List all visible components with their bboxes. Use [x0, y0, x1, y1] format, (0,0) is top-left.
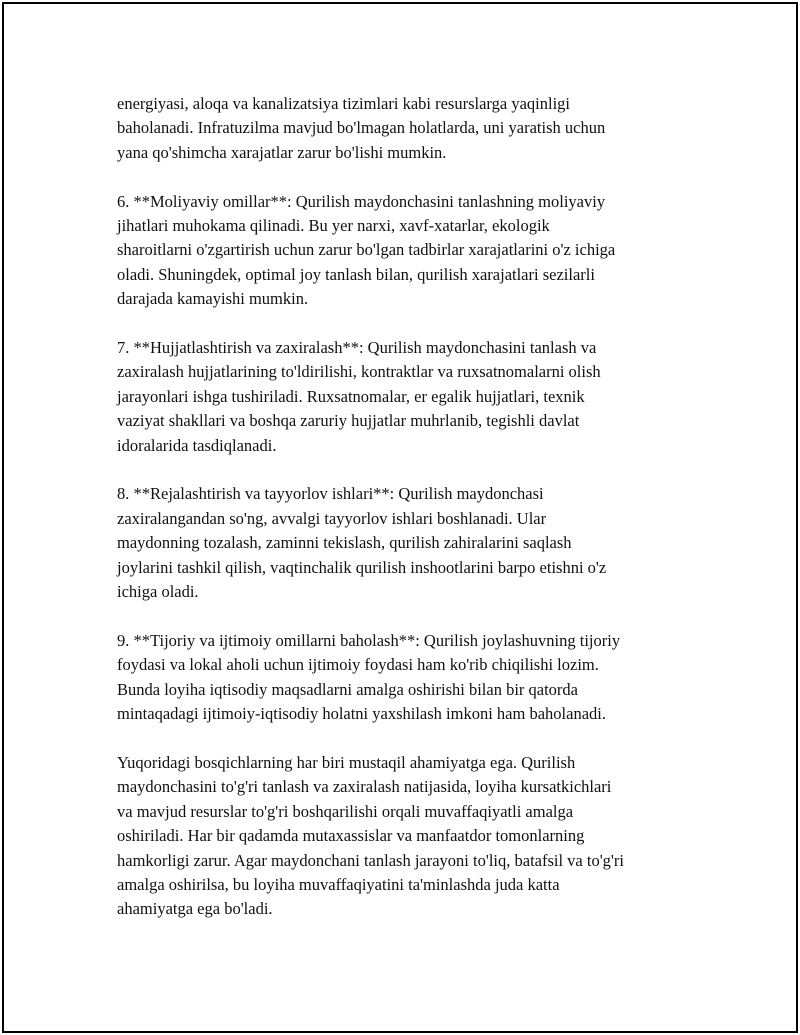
text-line: amalga oshirilsa, bu loyiha muvaffaqiyatini ta'minlashda juda katta [117, 874, 560, 894]
text-line: idoralarida tasdiqlanadi. [117, 435, 277, 455]
text-line: Bunda loyiha iqtisodiy maqsadlarni amalga oshirishi bilan bir qatorda [117, 679, 578, 699]
text-line: energiyasi, aloqa va kanalizatsiya tizimlari kabi resurslarga yaqinligi [117, 94, 570, 113]
text-line: baholanadi. Infratuzilma mavjud bo'lmagan holatlarda, uni yaratish uchun [117, 118, 606, 138]
text-line: ichiga oladi. [117, 582, 199, 602]
text-line: zaxiralangandan so'ng, avvalgi tayyorlov ishlari boshlanadi. Ular [117, 508, 547, 528]
text-line: jihatlari muhokama qilinadi. Bu yer narxi, xavf-xatarlar, ekologik [117, 216, 550, 236]
text-line: mintaqadagi ijtimoiy-iqtisodiy holatni yaxshilash imkoni ham baholanadi. [117, 704, 606, 724]
text-line: vaziyat shakllari va boshqa zaruriy hujjatlar muhrlanib, tegishli davlat [117, 411, 580, 431]
text-line: ahamiyatga ega bo'ladi. [117, 899, 273, 919]
text-line: 9. **Tijoriy va ijtimoiy omillarni baholash**: Qurilish joylashuvning tijoriy [117, 630, 621, 650]
text-line: joylarini tashkil qilish, vaqtinchalik qurilish inshootlarini barpo etishni o'z [117, 557, 607, 577]
text-line: maydonning tozalash, zaminni tekislash, qurilish zahiralarini saqlash [117, 533, 572, 553]
document-body [117, 92, 697, 946]
text-line: zaxiralash hujjatlarining to'ldirilishi, kontraktlar va ruxsatnomalarni olish [117, 362, 601, 382]
text-line: va mavjud resurslar to'g'ri boshqarilishi orqali muvaffaqiyatli amalga [117, 801, 574, 821]
paragraph-commercial-social [117, 629, 697, 727]
text-line: 7. **Hujjatlashtirish va zaxiralash**: Qurilish maydonchasini tanlash va [117, 338, 597, 358]
text-line: maydonchasini to'g'ri tanlash va zaxiralash natijasida, loyiha kursatkichlari [117, 777, 612, 797]
text-line: 8. **Rejalashtirish va tayyorlov ishlari**: Qurilish maydonchasi [117, 484, 544, 504]
text-line: foydasi va lokal aholi uchun ijtimoiy foydasi ham ko'rib chiqilishi lozim. [117, 655, 599, 675]
text-line: hamkorligi zarur. Agar maydonchani tanlash jarayoni to'liq, batafsil va to'g'ri [117, 850, 624, 870]
text-line: Yuqoridagi bosqichlarning har biri mustaqil ahamiyatga ega. Qurilish [117, 752, 576, 772]
text-line: darajada kamayishi mumkin. [117, 289, 309, 309]
text-line: yana qo'shimcha xarajatlar zarur bo'lishi mumkin. [117, 142, 447, 162]
paragraph-conclusion [117, 751, 697, 922]
text-line: oshiriladi. Har bir qadamda mutaxassislar va manfaatdor tomonlarning [117, 826, 585, 846]
text-line: oladi. Shuningdek, optimal joy tanlash bilan, qurilish xarajatlari sezilarli [117, 264, 595, 284]
text-line: jarayonlari ishga tushiriladi. Ruxsatnomalar, er egalik hujjatlari, texnik [117, 386, 585, 406]
paragraph-documentation [117, 336, 697, 458]
paragraph-planning [117, 482, 697, 604]
paragraph-financial-factors [117, 190, 697, 312]
text-line: sharoitlarni o'zgartirish uchun zarur bo'lgan tadbirlar xarajatlarini o'z ichiga [117, 240, 616, 260]
text-line: 6. **Moliyaviy omillar**: Qurilish maydonchasini tanlashning moliyaviy [117, 191, 606, 211]
paragraph-infrastructure-continued [117, 92, 697, 165]
